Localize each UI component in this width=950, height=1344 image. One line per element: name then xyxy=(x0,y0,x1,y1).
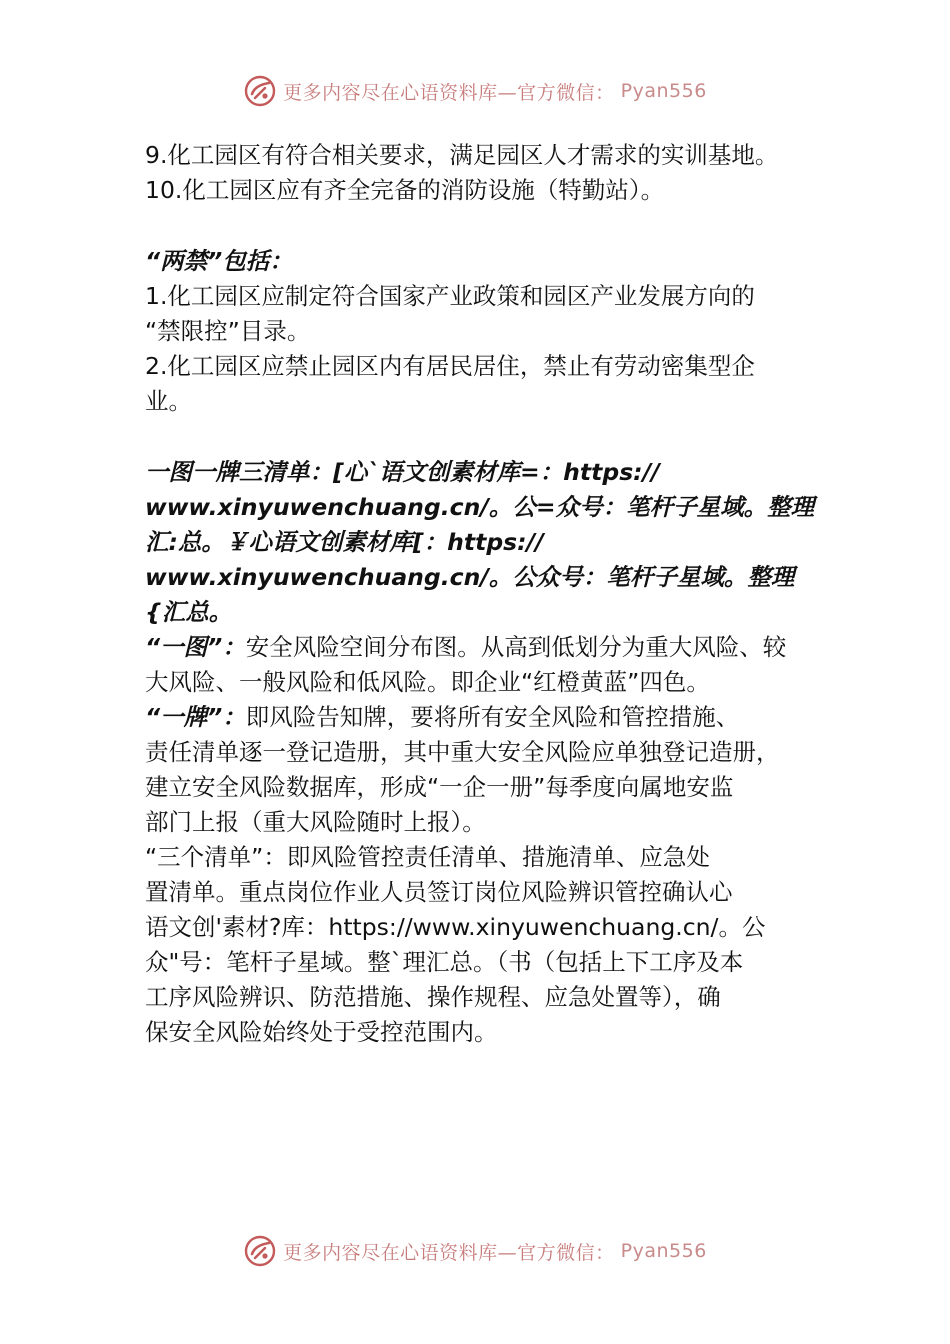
document-body xyxy=(145,138,845,1050)
section-heading: 一图一牌三清单：[心`语文创素材库=：https:// xyxy=(145,458,660,486)
paragraph-line: “禁限控”目录。 xyxy=(145,317,311,345)
paragraph-line: 大风险、一般风险和低风险。即企业“红橙黄蓝”四色。 xyxy=(145,668,710,696)
section-heading: {汇总。 xyxy=(145,598,233,626)
paragraph-line xyxy=(145,700,845,735)
paragraph-line: 责任清单逐一登记造册，其中重大安全风险应单独登记造册， xyxy=(145,738,780,766)
paragraph-line: 保安全风险始终处于受控范围内。 xyxy=(145,1018,498,1046)
paragraph-line: 部门上报（重大风险随时上报）。 xyxy=(145,808,486,836)
watermark-wechat-id: Pyan556 xyxy=(620,1240,707,1262)
paragraph-line: 众"号：笔杆子星域。整`理汇总。（书（包括上下工序及本 xyxy=(145,948,744,976)
paragraph-line: 9.化工园区有符合相关要求，满足园区人才需求的实训基地。 xyxy=(145,141,779,169)
watermark-wechat-id: Pyan556 xyxy=(620,80,707,102)
brand-logo-icon xyxy=(243,1234,277,1268)
section-heading: “两禁”包括： xyxy=(145,247,293,275)
section-heading: www.xinyuwenchuang.cn/。公=众号：笔杆子星域。整理 xyxy=(145,493,815,521)
term-text: 即风险告知牌，要将所有安全风险和管控措施、 xyxy=(245,703,740,731)
term-label: “一牌”： xyxy=(145,703,246,731)
paragraph-line: 工序风险辨识、防范措施、操作规程、应急处置等），确 xyxy=(145,983,721,1011)
watermark-text: 更多内容尽在心语资料库—官方微信： xyxy=(283,81,615,104)
paragraph-line: 10.化工园区应有齐全完备的消防设施（特勤站）。 xyxy=(145,176,665,204)
paragraph-line: “三个清单”：即风险管控责任清单、措施清单、应急处 xyxy=(145,843,710,871)
watermark-text: 更多内容尽在心语资料库—官方微信： xyxy=(283,1241,615,1264)
paragraph-line: 2.化工园区应禁止园区内有居民居住，禁止有劳动密集型企 xyxy=(145,352,755,380)
paragraph-line: 语文创'素材?库：https://www.xinyuwenchuang.cn/。公 xyxy=(145,913,766,941)
term-label: “一图”： xyxy=(145,633,246,661)
paragraph-line xyxy=(145,630,845,665)
brand-logo-icon xyxy=(243,74,277,108)
paragraph-line: 1.化工园区应制定符合国家产业政策和园区产业发展方向的 xyxy=(145,282,755,310)
paragraph-line: 业。 xyxy=(145,387,192,415)
term-text: 安全风险空间分布图。从高到低划分为重大风险、较 xyxy=(245,633,787,661)
header-watermark xyxy=(0,74,950,108)
paragraph-line: 置清单。重点岗位作业人员签订岗位风险辨识管控确认心 xyxy=(145,878,733,906)
footer-watermark xyxy=(0,1234,950,1268)
section-heading: 汇:总。￥心语文创素材库[：https:// xyxy=(145,528,544,556)
section-heading: www.xinyuwenchuang.cn/。公众号：笔杆子星域。整理 xyxy=(145,563,795,591)
paragraph-line: 建立安全风险数据库，形成“一企一册”每季度向属地安监 xyxy=(145,773,734,801)
